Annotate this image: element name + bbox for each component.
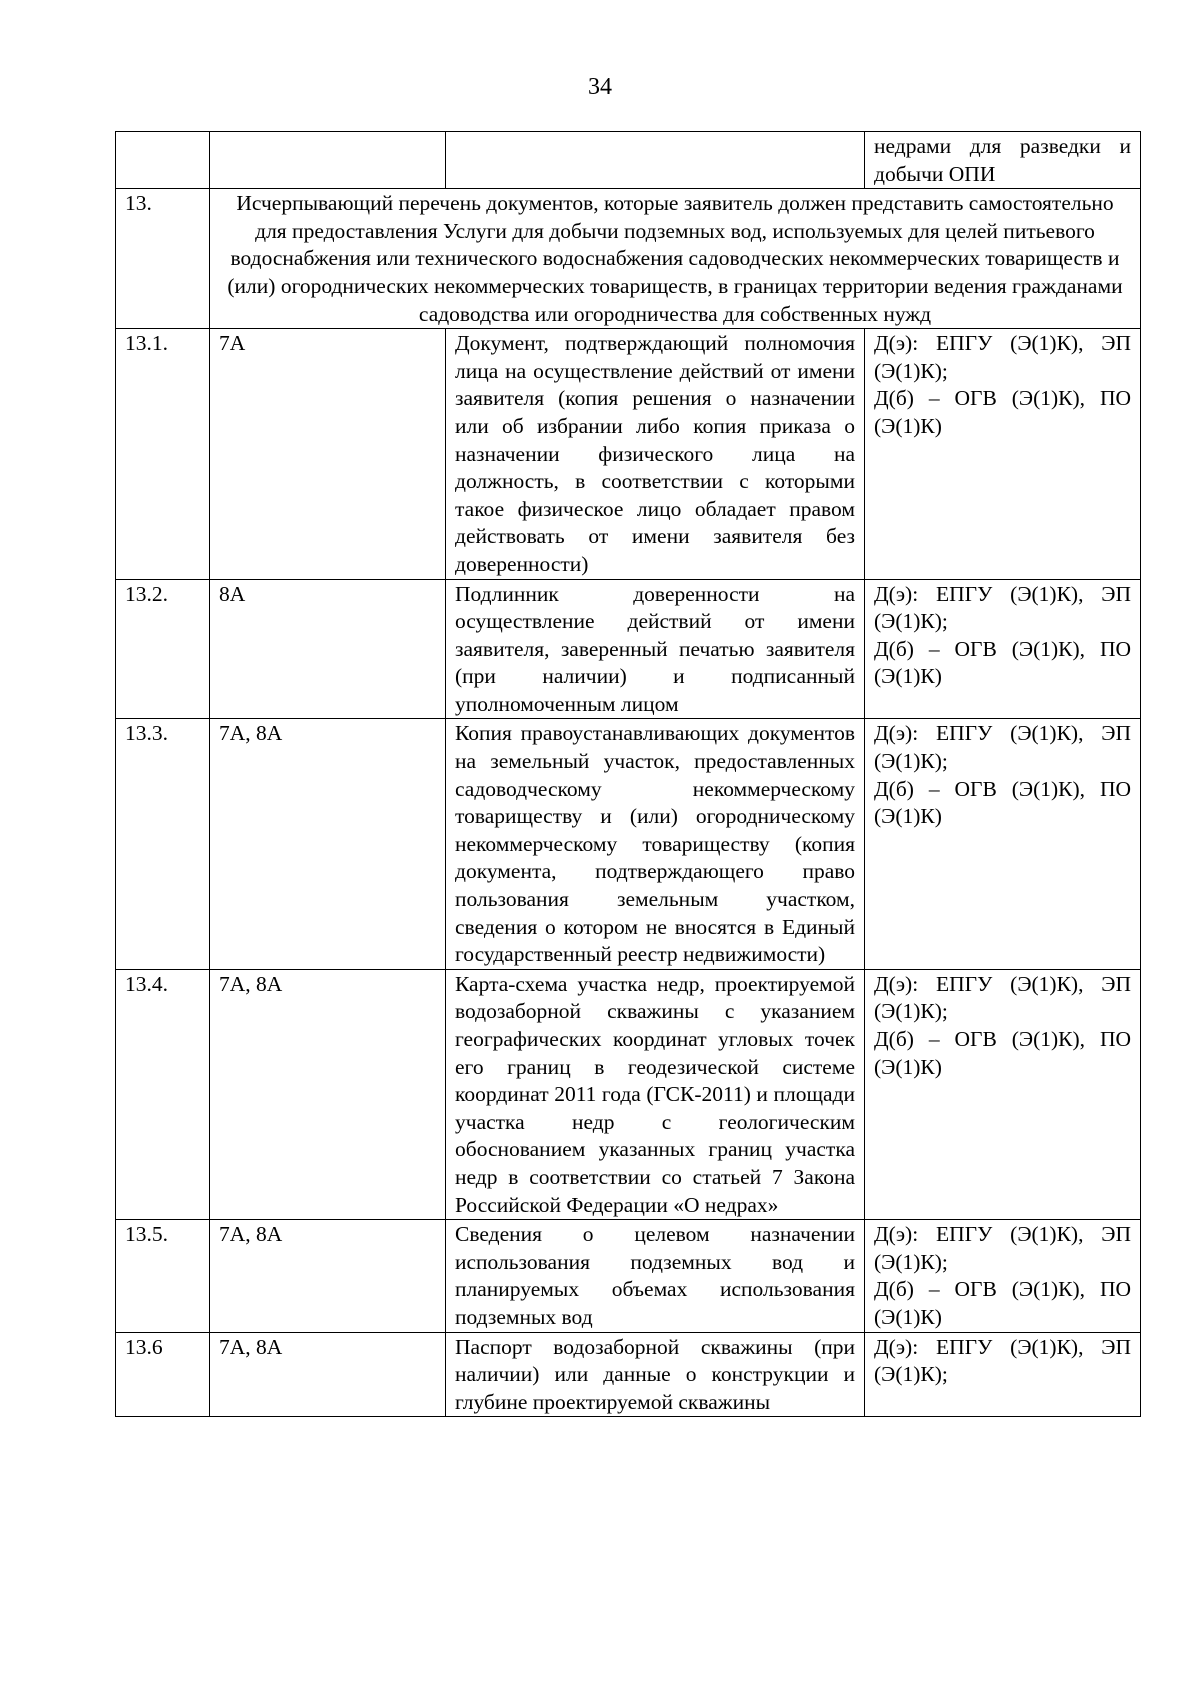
cell-number [116, 132, 210, 189]
form-electronic: Д(э): ЕПГУ (Э(1)К), ЭП (Э(1)К); [874, 1334, 1131, 1387]
section-title: Исчерпывающий перечень документов, которые заявитель должен представить самостоятельно для предоставления Услуги для добычи подземных вод, используемых для целей питьевого водоснабжения или технического водоснабжения садоводческих некоммерческих товариществ и (или) огороднических некоммерческих товариществ, в границах территории ведения гражданами садоводства или огородничества для собственных нужд [210, 189, 1141, 329]
table-row [116, 719, 1141, 969]
row-form [865, 579, 1141, 719]
row-form [865, 969, 1141, 1219]
row-form [865, 329, 1141, 579]
row-reference: 8А [210, 579, 446, 719]
form-electronic: Д(э): ЕПГУ (Э(1)К), ЭП (Э(1)К); [874, 1222, 1131, 1274]
cell-form: недрами для разведки и добычи ОПИ [865, 132, 1141, 189]
row-description: Сведения о целевом назначении использования подземных вод и планируемых объемах использования подземных вод [446, 1220, 865, 1332]
table-row [116, 969, 1141, 1219]
row-number: 13.5. [116, 1220, 210, 1332]
row-number: 13.4. [116, 969, 210, 1219]
row-reference: 7А, 8А [210, 1220, 446, 1332]
form-paper: Д(б) – ОГВ (Э(1)К), ПО (Э(1)К) [874, 1027, 1131, 1079]
row-form [865, 1220, 1141, 1332]
table-row [116, 329, 1141, 579]
row-description: Копия правоустанавливающих документов на земельный участок, предоставленных садоводческому некоммерческому товариществу и (или) огородническому некоммерческому товариществу (копия документа, подтверждающего право пользования земельным участком, сведения о котором не вносятся в Единый государственный реестр недвижимости) [446, 719, 865, 969]
section-row [116, 189, 1141, 329]
documents-table [115, 131, 1141, 1417]
row-number: 13.1. [116, 329, 210, 579]
row-reference: 7А, 8А [210, 969, 446, 1219]
section-number: 13. [116, 189, 210, 329]
row-description: Карта-схема участка недр, проектируемой водозаборной скважины с указанием географических координат угловых точек его границ в геодезической системе координат 2011 года (ГСК-2011) и площади участка недр с геологическим обоснованием указанных границ участка недр в соответствии со статьей 7 Закона Российской Федерации «О недрах» [446, 969, 865, 1219]
page-number: 34 [588, 74, 612, 100]
row-description: Подлинник доверенности на осуществление действий от имени заявителя, заверенный печатью заявителя (при наличии) и подписанный уполномоченным лицом [446, 579, 865, 719]
row-reference: 7А, 8А [210, 719, 446, 969]
cell-description [446, 132, 865, 189]
row-description: Документ, подтверждающий полномочия лица на осуществление действий от имени заявителя (копия решения о назначении или об избрании либо копия приказа о назначении физического лица на должность, в соответствии с которыми такое физическое лицо обладает правом действовать от имени заявителя без доверенности) [446, 329, 865, 579]
table-row [116, 1220, 1141, 1332]
row-form [865, 719, 1141, 969]
form-paper: Д(б) – ОГВ (Э(1)К), ПО (Э(1)К) [874, 1277, 1131, 1329]
row-reference: 7А, 8А [210, 1332, 446, 1417]
row-description: Паспорт водозаборной скважины (при наличии) или данные о конструкции и глубине проектируемой скважины [446, 1332, 865, 1417]
form-electronic: Д(э): ЕПГУ (Э(1)К), ЭП (Э(1)К); [874, 721, 1131, 774]
row-reference: 7А [210, 329, 446, 579]
form-paper: Д(б) – ОГВ (Э(1)К), ПО (Э(1)К) [874, 776, 1131, 829]
form-electronic: Д(э): ЕПГУ (Э(1)К), ЭП (Э(1)К); [874, 581, 1131, 634]
cell-reference [210, 132, 446, 189]
row-number: 13.3. [116, 719, 210, 969]
form-electronic: Д(э): ЕПГУ (Э(1)К), ЭП (Э(1)К); [874, 331, 1131, 383]
row-number: 13.2. [116, 579, 210, 719]
form-paper: Д(б) – ОГВ (Э(1)К), ПО (Э(1)К) [874, 636, 1131, 689]
table-row [116, 579, 1141, 719]
row-number: 13.6 [116, 1332, 210, 1417]
table-row-continued [116, 132, 1141, 189]
row-form [865, 1332, 1141, 1417]
table-row [116, 1332, 1141, 1417]
form-paper: Д(б) – ОГВ (Э(1)К), ПО (Э(1)К) [874, 386, 1131, 438]
form-electronic: Д(э): ЕПГУ (Э(1)К), ЭП (Э(1)К); [874, 971, 1131, 1024]
